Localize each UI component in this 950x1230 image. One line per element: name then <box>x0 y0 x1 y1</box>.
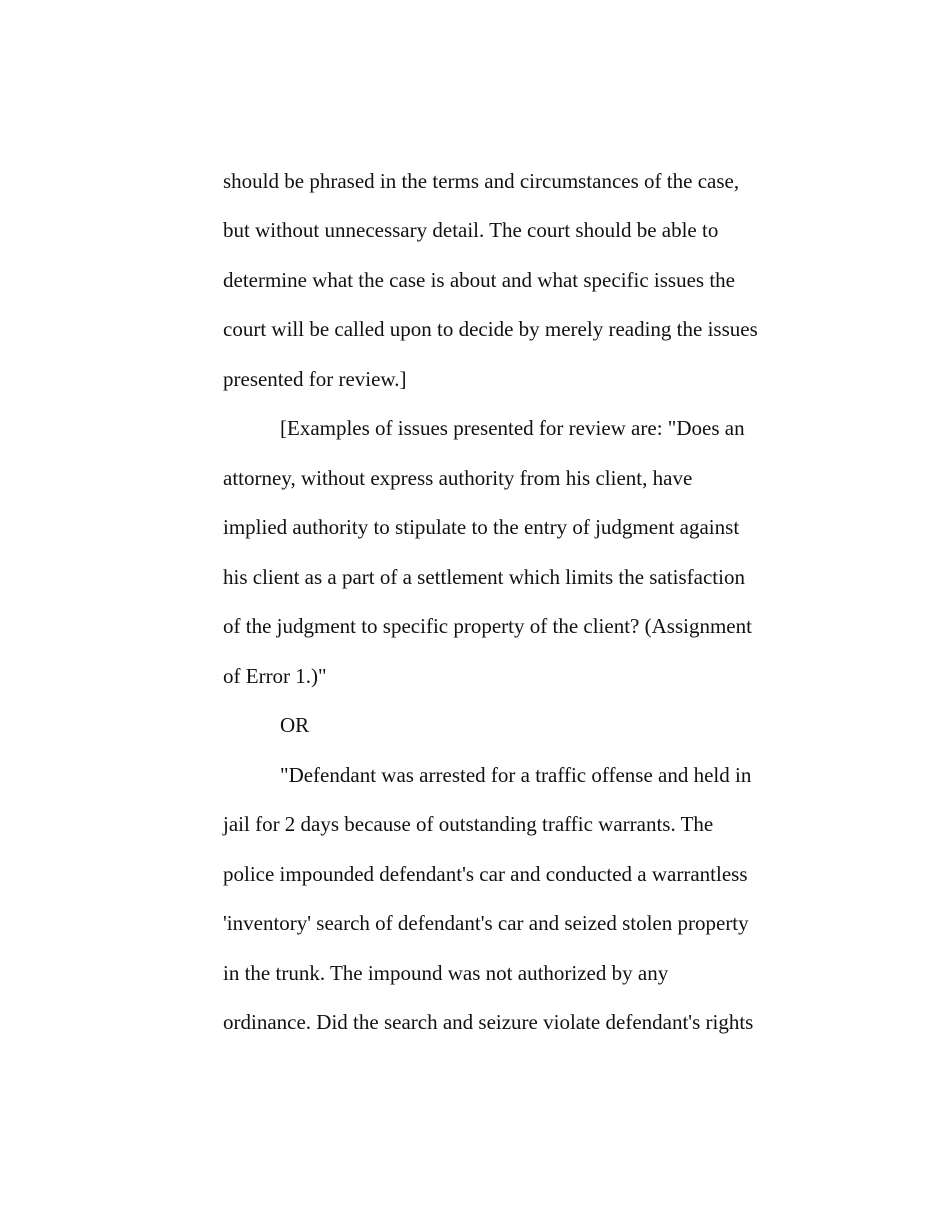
or-separator: OR <box>280 713 310 737</box>
text-line: court will be called upon to decide by merely reading the issues <box>223 317 758 341</box>
text-line: but without unnecessary detail. The court should be able to <box>223 218 719 242</box>
text-line: in the trunk. The impound was not authorized by any <box>223 961 669 985</box>
paragraph-first-line: "Defendant was arrested for a traffic offense and held in <box>280 763 752 787</box>
paragraph-first-line: [Examples of issues presented for review are: "Does an <box>280 416 745 440</box>
text-line: implied authority to stipulate to the entry of judgment against <box>223 515 740 539</box>
text-line: determine what the case is about and what specific issues the <box>223 268 735 292</box>
text-line: ordinance. Did the search and seizure violate defendant's rights <box>223 1010 754 1034</box>
text-line: of the judgment to specific property of the client? (Assignment <box>223 614 752 638</box>
text-line: of Error 1.)" <box>223 664 327 688</box>
text-line: 'inventory' search of defendant's car and seized stolen property <box>223 911 749 935</box>
text-line: jail for 2 days because of outstanding traffic warrants. The <box>223 812 714 836</box>
text-line: police impounded defendant's car and conducted a warrantless <box>223 862 748 886</box>
text-line: presented for review.] <box>223 367 407 391</box>
text-line: should be phrased in the terms and circumstances of the case, <box>223 169 740 193</box>
text-line: his client as a part of a settlement which limits the satisfaction <box>223 565 745 589</box>
text-line: attorney, without express authority from his client, have <box>223 466 693 490</box>
